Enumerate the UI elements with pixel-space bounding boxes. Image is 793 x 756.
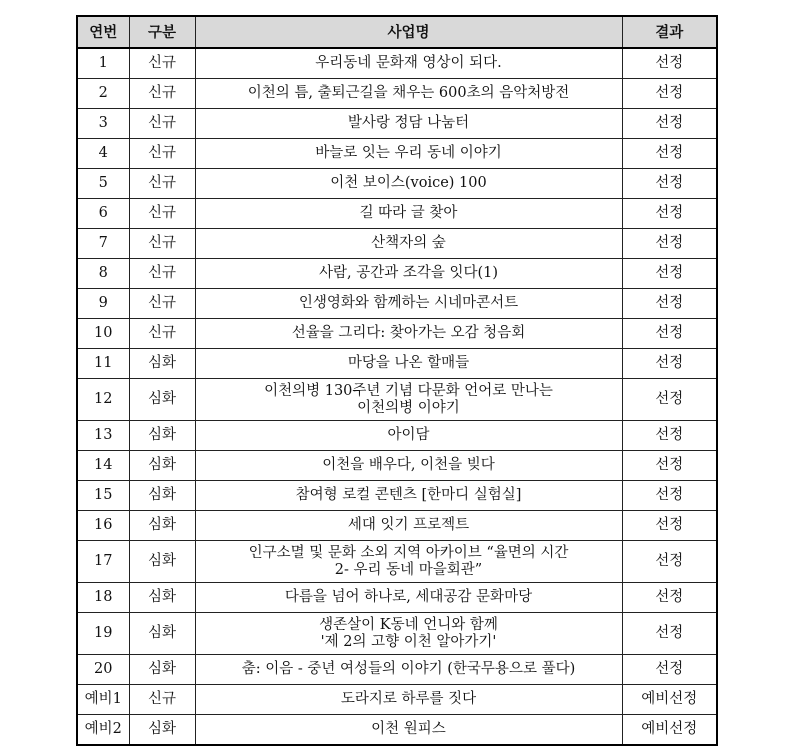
table-row: [77, 259, 717, 289]
row-category: 신규: [129, 169, 195, 199]
project-name-line: 선율을 그리다: 찾아가는 오감 청음회: [291, 325, 526, 341]
row-project-name: [195, 481, 622, 511]
row-number: 13: [77, 421, 129, 451]
table-row: [77, 79, 717, 109]
row-number: 12: [77, 379, 129, 421]
row-category: 심화: [129, 451, 195, 481]
project-name-line: 산책자의 숲: [371, 235, 446, 251]
row-category: 신규: [129, 259, 195, 289]
project-name-line: 생존살이 K동네 언니와 함께: [319, 616, 498, 633]
row-number: 5: [77, 169, 129, 199]
project-name-line: 이천의병 이야기: [357, 399, 460, 416]
row-project-name: [195, 199, 622, 229]
row-category: 심화: [129, 655, 195, 685]
row-number: 1: [77, 48, 129, 79]
table-row: [77, 685, 717, 715]
row-project-name: [195, 349, 622, 379]
row-project-name: [195, 655, 622, 685]
row-number: 20: [77, 655, 129, 685]
row-category: 신규: [129, 109, 195, 139]
row-category: 신규: [129, 199, 195, 229]
table-row: [77, 715, 717, 746]
row-result: 선정: [622, 139, 717, 169]
table-row: [77, 481, 717, 511]
header-row: [77, 16, 717, 48]
row-result: 선정: [622, 289, 717, 319]
table-row: [77, 451, 717, 481]
row-result: 선정: [622, 655, 717, 685]
table-row: [77, 169, 717, 199]
project-name-line: 바늘로 잇는 우리 동네 이야기: [315, 145, 502, 161]
table-row: [77, 655, 717, 685]
project-name-line: 아이담: [387, 427, 430, 443]
row-project-name: [195, 169, 622, 199]
project-name-line: 이천을 배우다, 이천을 빚다: [322, 457, 495, 473]
row-number: 17: [77, 541, 129, 583]
project-name-line: 춤: 이음 - 중년 여성들의 이야기 (한국무용으로 풀다): [241, 661, 576, 677]
row-category: 신규: [129, 319, 195, 349]
project-name-line: 참여형 로컬 콘텐츠 [한마디 실험실]: [295, 487, 522, 503]
row-category: 심화: [129, 379, 195, 421]
table-row: [77, 139, 717, 169]
table-row: [77, 48, 717, 79]
row-project-name: [195, 541, 622, 583]
row-project-name: [195, 259, 622, 289]
row-project-name: [195, 48, 622, 79]
selection-results-table: [76, 15, 718, 746]
table-row: [77, 379, 717, 421]
row-result: 선정: [622, 451, 717, 481]
row-category: 심화: [129, 715, 195, 746]
row-number: 15: [77, 481, 129, 511]
row-number: 예비2: [77, 715, 129, 746]
project-name-line: 마당을 나온 할매들: [347, 355, 470, 371]
header-no: 연번: [77, 16, 129, 48]
row-category: 심화: [129, 583, 195, 613]
row-project-name: [195, 511, 622, 541]
row-category: 신규: [129, 229, 195, 259]
row-category: 심화: [129, 481, 195, 511]
row-category: 심화: [129, 511, 195, 541]
row-number: 8: [77, 259, 129, 289]
row-number: 4: [77, 139, 129, 169]
table-row: [77, 421, 717, 451]
row-number: 3: [77, 109, 129, 139]
table-row: [77, 199, 717, 229]
row-project-name: [195, 319, 622, 349]
row-number: 14: [77, 451, 129, 481]
row-category: 심화: [129, 349, 195, 379]
row-result: 선정: [622, 613, 717, 655]
row-result: 선정: [622, 511, 717, 541]
project-name-line: 길 따라 글 찾아: [359, 205, 458, 221]
row-project-name: [195, 451, 622, 481]
table-body: [77, 48, 717, 745]
header-name: 사업명: [195, 16, 622, 48]
header-type: 구분: [129, 16, 195, 48]
project-name-line: 이천 보이스(voice) 100: [330, 175, 487, 191]
row-category: 신규: [129, 139, 195, 169]
row-number: 18: [77, 583, 129, 613]
row-number: 6: [77, 199, 129, 229]
row-project-name: [195, 289, 622, 319]
row-result: 선정: [622, 481, 717, 511]
row-result: 선정: [622, 199, 717, 229]
project-name-line: 세대 잇기 프로젝트: [347, 517, 470, 533]
row-result: 선정: [622, 541, 717, 583]
table-row: [77, 583, 717, 613]
row-category: 신규: [129, 79, 195, 109]
row-category: 심화: [129, 541, 195, 583]
row-number: 9: [77, 289, 129, 319]
row-category: 심화: [129, 613, 195, 655]
row-result: 선정: [622, 349, 717, 379]
row-project-name: [195, 613, 622, 655]
table-row: [77, 613, 717, 655]
row-category: 신규: [129, 289, 195, 319]
row-project-name: [195, 139, 622, 169]
row-project-name: [195, 421, 622, 451]
row-project-name: [195, 109, 622, 139]
row-result: 선정: [622, 379, 717, 421]
row-project-name: [195, 583, 622, 613]
row-result: 선정: [622, 229, 717, 259]
table-row: [77, 541, 717, 583]
project-name-line: 인구소멸 및 문화 소외 지역 아카이브 “율면의 시간: [248, 544, 569, 561]
project-name-line: 이천의병 130주년 기념 다문화 언어로 만나는: [264, 382, 553, 399]
row-result: 선정: [622, 259, 717, 289]
row-number: 16: [77, 511, 129, 541]
row-project-name: [195, 715, 622, 746]
table-row: [77, 109, 717, 139]
project-name-line: 인생영화와 함께하는 시네마콘서트: [298, 295, 519, 311]
row-number: 예비1: [77, 685, 129, 715]
row-number: 7: [77, 229, 129, 259]
table-header: [77, 16, 717, 48]
row-result: 선정: [622, 421, 717, 451]
row-result: 선정: [622, 169, 717, 199]
row-category: 심화: [129, 421, 195, 451]
row-result: 선정: [622, 583, 717, 613]
project-name-line: 이천 원피스: [371, 721, 446, 737]
row-result: 선정: [622, 109, 717, 139]
table-row: [77, 229, 717, 259]
row-project-name: [195, 229, 622, 259]
row-category: 신규: [129, 48, 195, 79]
row-result: 선정: [622, 319, 717, 349]
row-project-name: [195, 685, 622, 715]
project-name-line: 이천의 틈, 출퇴근길을 채우는 600초의 음악처방전: [247, 85, 570, 101]
table-row: [77, 319, 717, 349]
project-name-line: 발사랑 정담 나눔터: [347, 115, 470, 131]
project-name-line: 사람, 공간과 조각을 잇다(1): [318, 265, 499, 281]
row-result: 선정: [622, 48, 717, 79]
row-result: 예비선정: [622, 685, 717, 715]
row-result: 선정: [622, 79, 717, 109]
row-project-name: [195, 79, 622, 109]
project-name-line: 도라지로 하루를 짓다: [340, 691, 477, 707]
row-category: 신규: [129, 685, 195, 715]
row-number: 11: [77, 349, 129, 379]
table-row: [77, 289, 717, 319]
header-result: 결과: [622, 16, 717, 48]
table-row: [77, 349, 717, 379]
project-name-line: 2- 우리 동네 마을회관”: [334, 561, 483, 578]
row-number: 2: [77, 79, 129, 109]
project-name-line: '제 2의 고향 이천 알아가기': [320, 633, 497, 650]
row-result: 예비선정: [622, 715, 717, 746]
row-number: 10: [77, 319, 129, 349]
project-name-line: 우리동네 문화재 영상이 되다.: [315, 55, 502, 71]
project-name-line: 다름을 넘어 하나로, 세대공감 문화마당: [284, 589, 533, 605]
row-number: 19: [77, 613, 129, 655]
table-row: [77, 511, 717, 541]
row-project-name: [195, 379, 622, 421]
